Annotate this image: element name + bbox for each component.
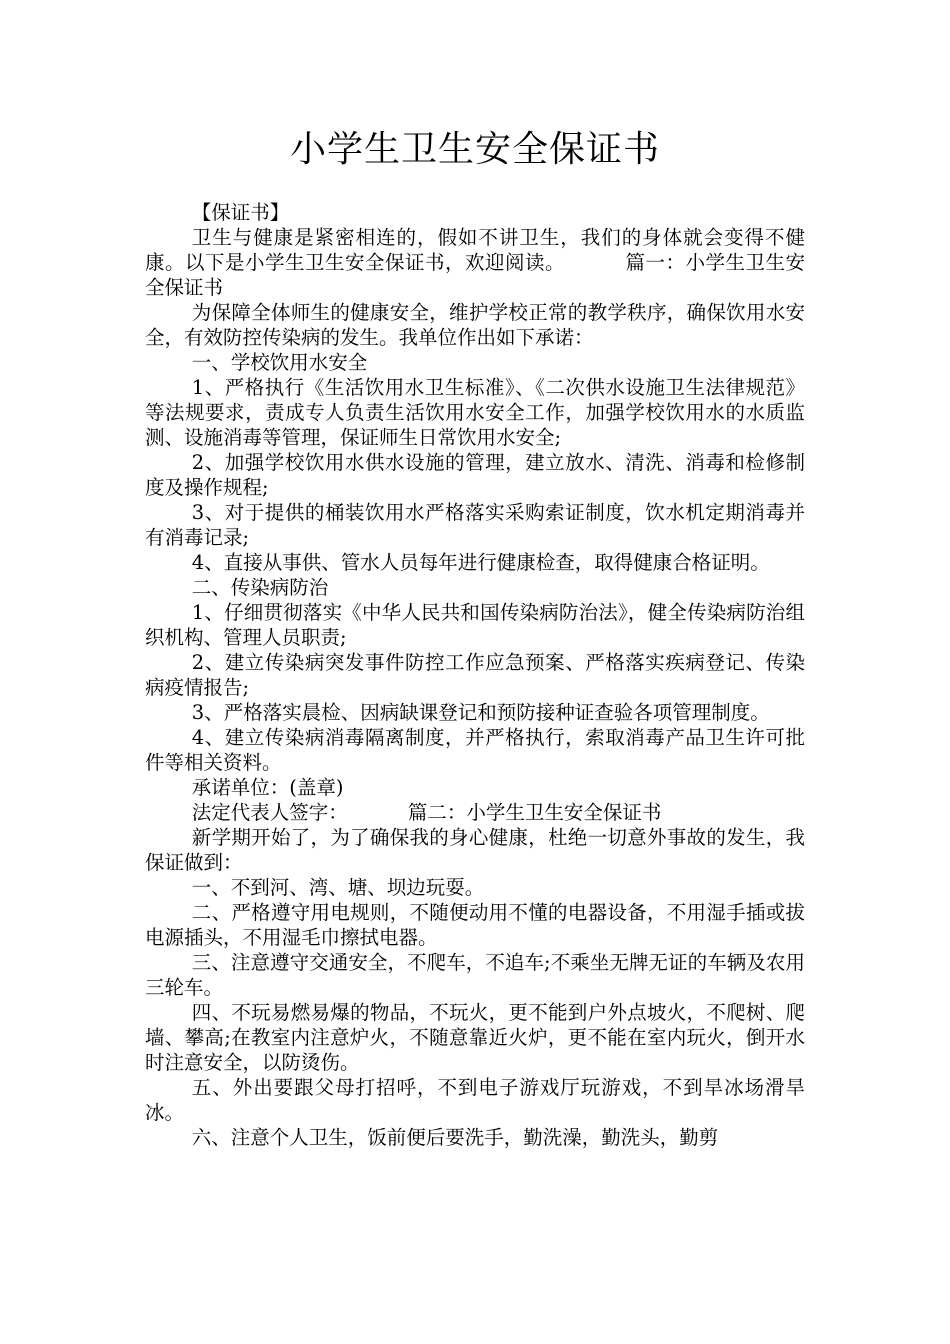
- paragraph: 法定代表人签字： 篇二：小学生卫生安全保证书: [191, 801, 662, 824]
- document-body: [145, 200, 805, 1150]
- paragraph: 新学期开始了，为了确保我的身心健康，杜绝一切意外事故的发生，我保证做到：: [145, 826, 805, 874]
- paragraph: 4、直接从事供、管水人员每年进行健康检查，取得健康合格证明。: [191, 551, 770, 574]
- section-heading: 篇一：小学生卫生安全保证书: [145, 251, 805, 299]
- paragraph: 二、严格遵守用电规则，不随便动用不懂的电器设备，不用湿手插或拔电源插头，不用湿毛巾擦拭电器。: [145, 901, 805, 949]
- paragraph: 1、仔细贯彻落实《中华人民共和国传染病防治法》，健全传染病防治组织机构、管理人员职责;: [145, 601, 805, 649]
- paragraph: 4、建立传染病消毒隔离制度，并严格执行，索取消毒产品卫生许可批件等相关资料。: [145, 726, 805, 774]
- paragraph: 卫生与健康是紧密相连的，假如不讲卫生，我们的身体就会变得不健康。以下是小学生卫生安全保证书，欢迎阅读。 篇一：小学生卫生安全保证书: [145, 226, 805, 299]
- paragraph: 2、加强学校饮用水供水设施的管理，建立放水、清洗、消毒和检修制度及操作规程;: [145, 451, 805, 499]
- paragraph: 一、学校饮用水安全: [191, 351, 368, 374]
- section-heading: 篇二：小学生卫生安全保证书: [407, 801, 662, 824]
- paragraph: 二、传染病防治: [191, 576, 329, 599]
- paragraph: 一、不到河、湾、塘、坝边玩耍。: [191, 876, 485, 899]
- paragraph: 三、注意遵守交通安全，不爬车，不追车;不乘坐无牌无证的车辆及农用三轮车。: [145, 951, 805, 999]
- paragraph: 3、对于提供的桶装饮用水严格落实采购索证制度，饮水机定期消毒并有消毒记录;: [145, 501, 805, 549]
- document-title: 小学生卫生安全保证书: [289, 129, 660, 170]
- paragraph: 五、外出要跟父母打招呼，不到电子游戏厅玩游戏，不到旱冰场滑旱冰。: [145, 1076, 805, 1124]
- paragraph: 1、严格执行《生活饮用水卫生标准》、《二次供水设施卫生法律规范》等法规要求，责成专人负责生活饮用水安全工作，加强学校饮用水的水质监测、设施消毒等管理，保证师生日常饮用水安全;: [145, 376, 805, 449]
- paragraph: 为保障全体师生的健康安全，维护学校正常的教学秩序，确保饮用水安全，有效防控传染病的发生。我单位作出如下承诺：: [145, 301, 805, 349]
- paragraph: 【保证书】: [191, 201, 290, 224]
- paragraph: 六、注意个人卫生，饭前便后要洗手，勤洗澡，勤洗头，勤剪: [191, 1126, 719, 1149]
- paragraph: 承诺单位：(盖章): [191, 776, 344, 799]
- paragraph: 3、严格落实晨检、因病缺课登记和预防接种证查验各项管理制度。: [191, 701, 770, 724]
- paragraph: 2、建立传染病突发事件防控工作应急预案、严格落实疾病登记、传染病疫情报告;: [145, 651, 805, 699]
- paragraph: 四、不玩易燃易爆的物品，不玩火，更不能到户外点坡火，不爬树、爬墙、攀高;在教室内注意炉火，不随意靠近火炉，更不能在室内玩火，倒开水时注意安全，以防烫伤。: [145, 1001, 805, 1074]
